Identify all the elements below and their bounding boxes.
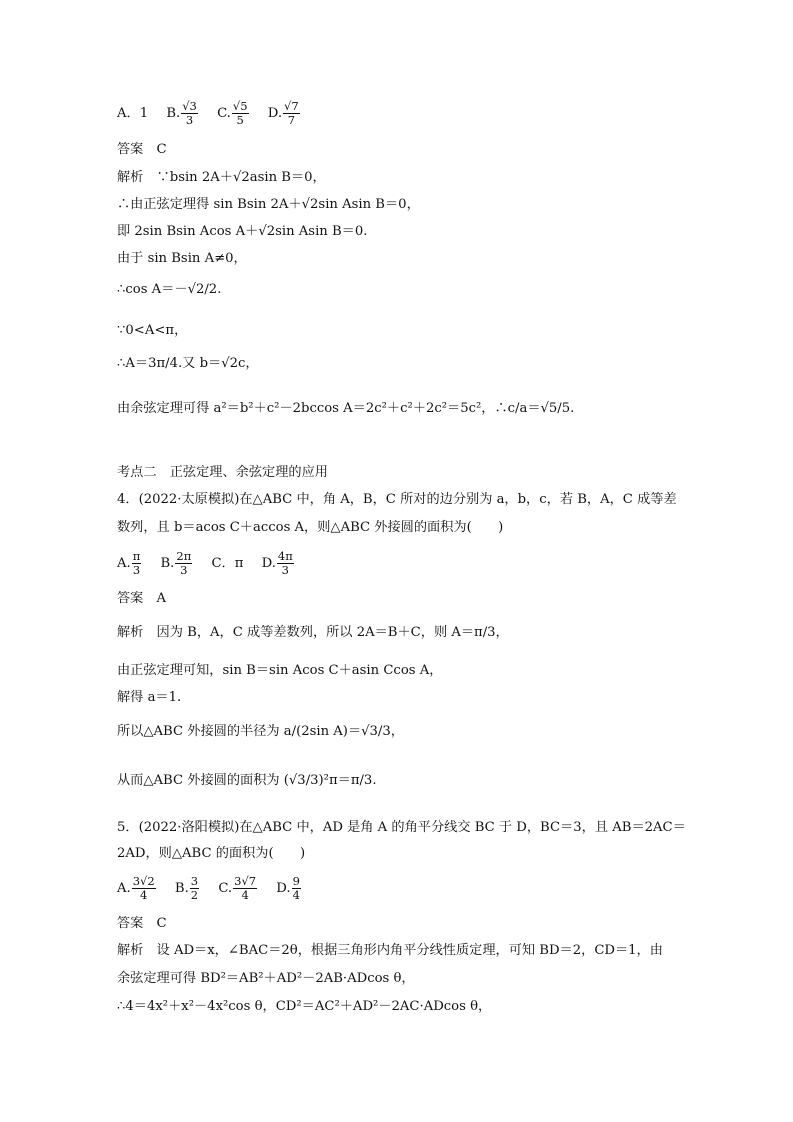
q5-option-a: A. $\frac{3√2}{4}$ (117, 874, 155, 902)
q5-answer: 答案 C (117, 916, 167, 931)
q3-analysis-line-4: 由于 sin Bsin A≠0， (117, 251, 247, 266)
q4-analysis-line-2: 由正弦定理可知，sin B＝sin Acos C＋asin Ccos A， (117, 663, 443, 678)
q3-analysis-line-6: ∵0<A<π， (117, 323, 188, 338)
q4-option-c: C．π (211, 556, 244, 571)
q5-option-b: B. $\frac{3}{2}$ (174, 874, 199, 902)
q3-option-a: A．1 (117, 106, 149, 121)
q5-option-d: D. $\frac{9}{4}$ (276, 874, 300, 902)
q4-option-a-fraction: $\frac{\pi}{3}$ (132, 549, 141, 577)
q4-options (117, 550, 693, 577)
q5-options (117, 875, 693, 902)
q5-option-d-fraction: $\frac{9}{4}$ (292, 874, 300, 902)
q5-option-c-fraction: $\frac{3√7}{4}$ (234, 874, 257, 902)
q3-analysis-line-8: 由余弦定理可得 a²＝b²＋c²－2bccos A＝2c²＋c²＋2c²＝5c²，∴c/a＝√5/5. (117, 401, 575, 416)
q3-option-c-fraction: $\frac{√5}{5}$ (232, 99, 248, 127)
q4-analysis-line-5: 从而△ABC 外接圆的面积为 (√3/3)²π＝π/3. (117, 773, 377, 788)
q5-stem-line-1: 5．(2022·洛阳模拟)在△ABC 中，AD 是角 A 的角平分线交 BC 于 D，BC＝3，且 AB＝2AC＝ (117, 820, 686, 835)
q3-analysis-line-1: 解析 ∵bsin 2A＋√2asin B＝0， (117, 170, 326, 185)
q3-option-b: B. $\frac{√3}{3}$ (166, 99, 197, 127)
q4-analysis-line-3: 解得 a＝1. (117, 690, 182, 705)
q4-analysis-line-4: 所以△ABC 外接圆的半径为 a/(2sin A)＝√3/3， (117, 724, 404, 739)
q3-option-d-fraction: $\frac{√7}{7}$ (284, 99, 299, 127)
section-heading: 考点二 正弦定理、余弦定理的应用 (117, 465, 328, 480)
q3-analysis-line-5: ∴cos A＝－√2/2. (117, 282, 222, 297)
q4-option-b: B. $\frac{2\pi}{3}$ (160, 549, 192, 577)
q5-option-a-fraction: $\frac{3√2}{4}$ (132, 874, 155, 902)
q5-analysis-line-2: 余弦定理可得 BD²＝AB²＋AD²－2AB·ADcos θ， (117, 971, 415, 986)
q5-option-c: C. $\frac{3√7}{4}$ (218, 874, 257, 902)
q4-stem-line-2: 数列，且 b＝acos C＋accos A，则△ABC 外接圆的面积为( ) (117, 520, 504, 535)
q3-analysis-line-3: 即 2sin Bsin Acos A＋√2sin Asin B＝0. (117, 224, 368, 239)
q3-answer: 答案 C (117, 142, 167, 157)
q4-option-b-fraction: $\frac{2\pi}{3}$ (176, 549, 192, 577)
q4-stem-line-1: 4．(2022·太原模拟)在△ABC 中，角 A，B，C 所对的边分别为 a，b，c，若 B，A，C 成等差 (117, 492, 677, 507)
q5-analysis-line-3: ∴4＝4x²＋x²－4x²cos θ，CD²＝AC²＋AD²－2AC·ADcos θ， (117, 999, 492, 1014)
q3-option-d: D. $\frac{√7}{7}$ (267, 99, 299, 127)
q3-option-c: C. $\frac{√5}{5}$ (217, 99, 248, 127)
q3-options (117, 100, 693, 127)
q4-answer: 答案 A (117, 591, 167, 606)
q4-analysis-line-1: 解析 因为 B，A，C 成等差数列，所以 2A＝B＋C，则 A＝π/3， (117, 625, 509, 640)
q3-analysis-line-7: ∴A＝3π/4.又 b＝√2c， (117, 356, 259, 371)
q5-option-b-fraction: $\frac{3}{2}$ (190, 874, 199, 902)
q4-option-d-fraction: $\frac{4\pi}{3}$ (277, 549, 293, 577)
q5-stem-line-2: 2AD，则△ABC 的面积为( ) (117, 846, 306, 861)
q4-option-a: A. $\frac{\pi}{3}$ (117, 549, 141, 577)
q5-analysis-line-1: 解析 设 AD＝x，∠BAC＝2θ，根据三角形内角平分线性质定理，可知 BD＝2，CD＝1，由 (117, 943, 663, 958)
q3-option-b-fraction: $\frac{√3}{3}$ (182, 99, 197, 127)
q3-analysis-line-2: ∴由正弦定理得 sin Bsin 2A＋√2sin Asin B＝0， (117, 197, 420, 212)
q4-option-d: D. $\frac{4\pi}{3}$ (261, 549, 293, 577)
